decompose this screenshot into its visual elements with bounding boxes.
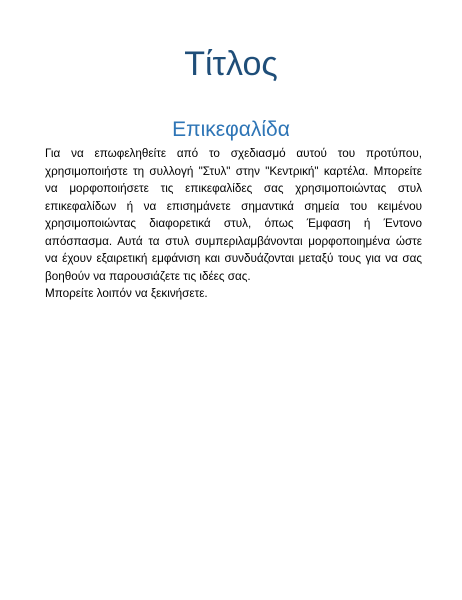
document-heading: Επικεφαλίδα <box>172 118 290 141</box>
document-title: Τίτλος <box>184 45 278 83</box>
body-paragraph-2: Μπορείτε λοιπόν να ξεκινήσετε. <box>45 287 208 300</box>
body-paragraph-1: Για να επωφεληθείτε από το σχεδιασμό αυτού του προτύπου, χρησιμοποιήστε τη συλλογή "Στυλ" στην "Κεντρική" καρτέλα. Μπορείτε να μορφοποιήσετε τις επικεφαλίδες σας χρησιμοποιώντας στυλ επικεφαλίδων ή να επισημάνετε σημαντικά σημεία του κειμένου χρησιμοποιώντας διαφορετικά στυλ, όπως Έμφαση ή Έντονο απόσπασμα. Αυτά τα στυλ συμπεριλαμβάνονται μορφοποιημένα ώστε να έχουν εξαιρετική εμφάνιση και συνδυάζονται μεταξύ τους για να σας βοηθούν να παρουσιάζετε τις ιδέες σας. <box>45 147 422 283</box>
